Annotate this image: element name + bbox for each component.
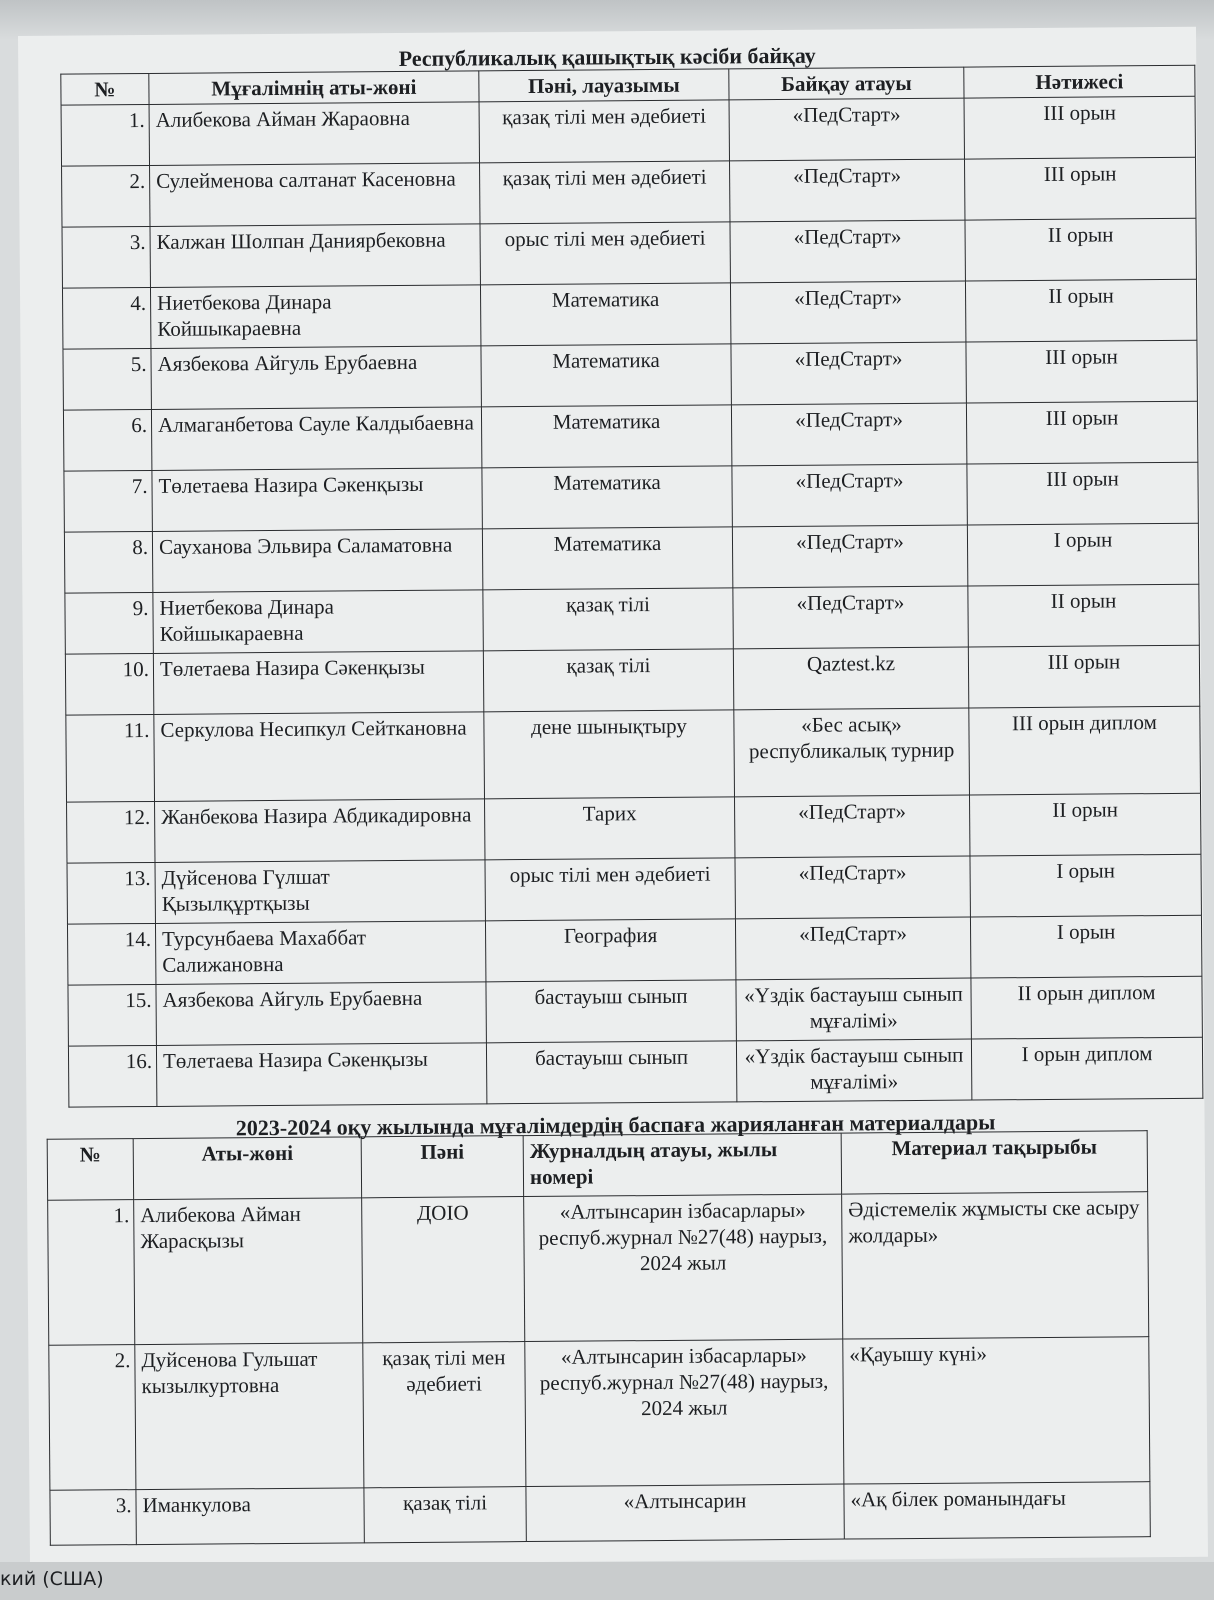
topic: «Қауышу күні» bbox=[843, 1337, 1150, 1484]
table-row bbox=[61, 96, 1195, 166]
teacher-name: Серкулова Несипкул Сейткановна bbox=[154, 712, 485, 802]
subject: қазақ тілі мен әдебиеті bbox=[363, 1342, 526, 1488]
teacher-name: Турсунбаева Махаббат Салижановна bbox=[155, 921, 485, 985]
row-number: 3. bbox=[62, 226, 150, 288]
language-indicator[interactable]: кий (США) bbox=[0, 1568, 104, 1590]
result: ІІІ орын bbox=[966, 401, 1197, 464]
teacher-name: Аязбекова Айгуль Ерубаевна bbox=[151, 346, 481, 410]
row-number: 16. bbox=[68, 1045, 156, 1107]
table-row bbox=[64, 523, 1198, 593]
result: ІІІ орын bbox=[964, 157, 1195, 220]
table-row bbox=[67, 915, 1201, 985]
table-row bbox=[50, 1482, 1150, 1546]
result: ІІ орын bbox=[969, 793, 1200, 856]
contest-name: «ПедСтарт» bbox=[730, 159, 965, 222]
table-row bbox=[49, 1337, 1150, 1491]
row-number: 12. bbox=[67, 801, 155, 863]
row-number: 14. bbox=[67, 923, 155, 985]
table-row bbox=[68, 1037, 1202, 1107]
topic: Әдістемелік жұмысты ске асыру жолдары» bbox=[842, 1192, 1149, 1339]
row-number: 9. bbox=[65, 592, 153, 654]
result: ІІІ орын bbox=[967, 462, 1198, 525]
row-number: 2. bbox=[49, 1345, 136, 1491]
taskbar bbox=[0, 1562, 1214, 1600]
row-number: 1. bbox=[61, 104, 149, 166]
header-name: Аты-жөні bbox=[133, 1137, 361, 1200]
teacher-name: Аязбекова Айгуль Ерубаевна bbox=[156, 982, 486, 1046]
row-number: 7. bbox=[64, 470, 152, 532]
contest-name: «ПедСтарт» bbox=[731, 342, 966, 405]
section1-title: Республикалық қашықтық кәсіби байқау bbox=[398, 42, 816, 72]
teacher-name: Алибекова Айман Жараовна bbox=[149, 102, 479, 166]
teacher-name: Дуйсенова Гульшат кызылкуртовна bbox=[135, 1343, 364, 1490]
teacher-name: Төлетаева Назира Сәкенқызы bbox=[153, 651, 483, 715]
header-teacher-name: Мұғалімнің аты-жөні bbox=[149, 71, 479, 105]
subject: бастауыш сынып bbox=[486, 980, 736, 1043]
result: ІІІ орын диплом bbox=[969, 706, 1201, 795]
table-row bbox=[66, 706, 1201, 802]
subject: Математика bbox=[481, 344, 731, 407]
result: ІІІ орын bbox=[964, 96, 1195, 159]
subject: қазақ тілі bbox=[364, 1487, 526, 1543]
teacher-name: Ниетбекова Динара Койшыкараевна bbox=[153, 590, 483, 654]
contest-name: «ПедСтарт» bbox=[730, 220, 965, 283]
row-number: 1. bbox=[48, 1200, 135, 1346]
contest-name: «Үздік бастауыш сынып мұғалімі» bbox=[736, 1039, 971, 1102]
subject: Математика bbox=[482, 466, 732, 529]
contest-name: «Үздік бастауыш сынып мұғалімі» bbox=[736, 978, 971, 1041]
table-row bbox=[67, 854, 1201, 924]
result: ІІІ орын bbox=[968, 645, 1199, 708]
table-row bbox=[63, 340, 1197, 410]
contest-name: «ПедСтарт» bbox=[731, 403, 966, 466]
teacher-name: Дүйсенова Гүлшат Қызылқұртқызы bbox=[155, 860, 485, 924]
table-row bbox=[67, 793, 1201, 863]
result: ІІ орын bbox=[968, 584, 1199, 647]
table-row bbox=[64, 462, 1198, 532]
subject: Тарих bbox=[485, 797, 735, 860]
subject: қазақ тілі мен әдебиеті bbox=[480, 161, 730, 224]
row-number: 2. bbox=[62, 165, 150, 227]
teacher-name: Төлетаева Назира Сәкенқызы bbox=[156, 1043, 486, 1107]
row-number: 10. bbox=[65, 653, 153, 715]
row-number: 5. bbox=[63, 348, 151, 410]
contest-name: «ПедСтарт» bbox=[735, 856, 970, 919]
subject: Математика bbox=[481, 405, 731, 468]
section2-title: 2023-2024 оқу жылында мұғалімдердің баспаға жарияланған материалдары bbox=[235, 1109, 996, 1141]
topic: «Ақ білек романындағы bbox=[844, 1482, 1150, 1539]
journal: «Алтынсарин bbox=[526, 1484, 844, 1541]
table-row bbox=[65, 645, 1199, 715]
contest-name: «ПедСтарт» bbox=[733, 586, 968, 649]
subject: Математика bbox=[480, 283, 730, 346]
teacher-name: Калжан Шолпан Даниярбековна bbox=[150, 224, 480, 288]
row-number: 13. bbox=[67, 862, 155, 924]
result: ІІ орын диплом bbox=[971, 976, 1202, 1039]
contest-name: «ПедСтарт» bbox=[735, 917, 970, 980]
result: ІІ орын bbox=[965, 279, 1196, 342]
header-number: № bbox=[61, 73, 149, 105]
header-subject: Пәні, лауазымы bbox=[479, 69, 729, 102]
header-topic: Материал тақырыбы bbox=[841, 1131, 1147, 1194]
subject: дене шынықтыру bbox=[484, 710, 735, 799]
header-contest: Байқау атауы bbox=[729, 67, 964, 100]
table-row bbox=[68, 976, 1202, 1046]
contest-name: «ПедСтарт» bbox=[729, 98, 964, 161]
contest-name: «ПедСтарт» bbox=[732, 464, 967, 527]
publications-table bbox=[47, 1130, 1151, 1546]
teacher-name: Алибекова Айман Жарасқызы bbox=[134, 1198, 363, 1345]
subject: бастауыш сынып bbox=[486, 1041, 736, 1104]
row-number: 11. bbox=[66, 714, 155, 802]
subject: орыс тілі мен әдебиеті bbox=[485, 858, 735, 921]
table-row bbox=[62, 157, 1196, 227]
teacher-name: Ниетбекова Динара Койшыкараевна bbox=[150, 285, 480, 349]
result: І орын bbox=[970, 854, 1201, 917]
subject: қазақ тілі bbox=[483, 588, 733, 651]
table-row bbox=[48, 1192, 1149, 1346]
header-result: Нәтижесі bbox=[964, 65, 1195, 98]
journal: «Алтынсарин ізбасарлары» респуб.журнал №27(48) наурыз, 2024 жыл bbox=[524, 1194, 843, 1341]
teacher-name: Иманкулова bbox=[136, 1488, 364, 1545]
contest-name: «Бес асық» республикалық турнир bbox=[734, 708, 970, 797]
table-row bbox=[62, 218, 1196, 288]
contest-name: «ПедСтарт» bbox=[732, 525, 967, 588]
row-number: 15. bbox=[68, 984, 156, 1046]
journal: «Алтынсарин ізбасарлары» респуб.журнал №27(48) наурыз, 2024 жыл bbox=[525, 1339, 844, 1486]
contest-name: Qaztest.kz bbox=[733, 647, 968, 710]
teacher-name: Сулейменова салтанат Касеновна bbox=[150, 163, 480, 227]
subject: қазақ тілі bbox=[483, 649, 733, 712]
table-row bbox=[62, 279, 1196, 349]
subject: Математика bbox=[482, 527, 732, 590]
contest-name: «ПедСтарт» bbox=[734, 795, 969, 858]
row-number: 6. bbox=[63, 409, 151, 471]
result: ІІ орын bbox=[965, 218, 1196, 281]
table-row bbox=[65, 584, 1199, 654]
teacher-name: Сауханова Эльвира Саламатовна bbox=[152, 529, 482, 593]
subject: География bbox=[485, 919, 735, 982]
teacher-name: Алмаганбетова Сауле Калдыбаевна bbox=[151, 407, 481, 471]
publications-table-header bbox=[47, 1131, 1147, 1201]
row-number: 4. bbox=[62, 287, 150, 349]
result: ІІІ орын bbox=[966, 340, 1197, 403]
subject: орыс тілі мен әдебиеті bbox=[480, 222, 730, 285]
header-number: № bbox=[47, 1139, 133, 1201]
table-row bbox=[63, 401, 1197, 471]
result: І орын bbox=[970, 915, 1201, 978]
teacher-name: Төлетаева Назира Сәкенқызы bbox=[152, 468, 482, 532]
subject: қазақ тілі мен әдебиеті bbox=[479, 100, 729, 163]
row-number: 8. bbox=[64, 531, 152, 593]
subject: ДОІО bbox=[362, 1197, 525, 1343]
row-number: 3. bbox=[50, 1490, 136, 1546]
teacher-name: Жанбекова Назира Абдикадировна bbox=[155, 799, 485, 863]
header-journal: Журналдың атауы, жылы номері bbox=[523, 1133, 841, 1196]
contest-table bbox=[60, 65, 1203, 1108]
header-subject: Пәні bbox=[361, 1136, 523, 1198]
result: І орын bbox=[967, 523, 1198, 586]
result: І орын диплом bbox=[971, 1037, 1202, 1100]
contest-name: «ПедСтарт» bbox=[730, 281, 965, 344]
document-page bbox=[18, 27, 1208, 1566]
